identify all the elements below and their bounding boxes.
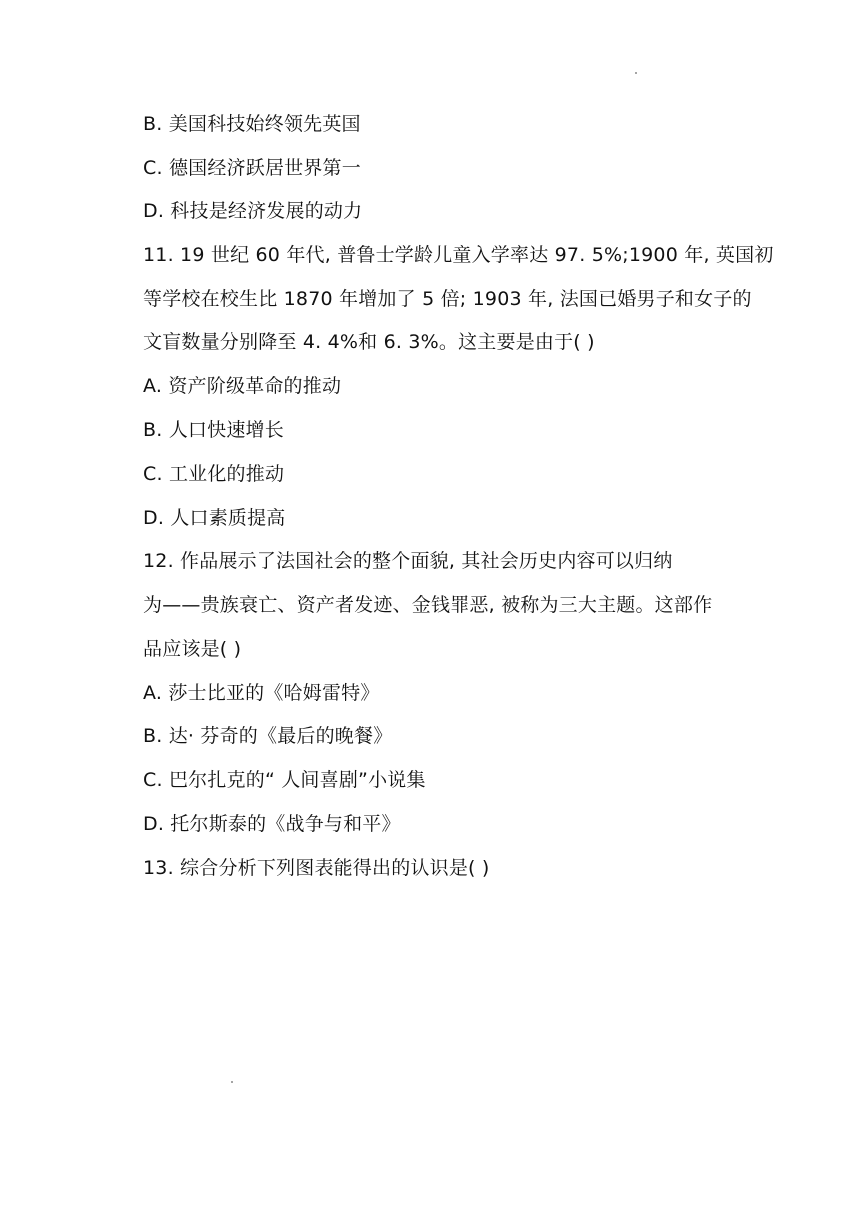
question-11-line-1: 11. 19 世纪 60 年代, 普鲁士学龄儿童入学率达 97. 5%;1900 年, 英国初 xyxy=(143,244,774,266)
question-12-line-2: 为——贵族衰亡、资产者发迹、金钱罪恶, 被称为三大主题。这部作 xyxy=(143,594,713,616)
option-d-q11: D. 人口素质提高 xyxy=(143,507,286,529)
option-c-q11: C. 工业化的推动 xyxy=(143,463,285,485)
option-a-q12: A. 莎士比亚的《哈姆雷特》 xyxy=(143,682,380,704)
option-a-q11: A. 资产阶级革命的推动 xyxy=(143,375,342,397)
option-c-q10: C. 德国经济跃居世界第一 xyxy=(143,157,361,179)
page-mark-dot xyxy=(635,72,637,74)
question-13: 13. 综合分析下列图表能得出的认识是( ) xyxy=(143,857,490,879)
option-b-q11: B. 人口快速增长 xyxy=(143,419,284,441)
option-c-q12: C. 巴尔扎克的“ 人间喜剧”小说集 xyxy=(143,769,426,791)
option-d-q10: D. 科技是经济发展的动力 xyxy=(143,200,363,222)
page-mark-dot xyxy=(231,1081,233,1083)
question-11-line-3: 文盲数量分别降至 4. 4%和 6. 3%。这主要是由于( ) xyxy=(143,331,595,353)
option-d-q12: D. 托尔斯泰的《战争与和平》 xyxy=(143,813,401,835)
question-12-line-3: 品应该是( ) xyxy=(143,638,242,660)
option-b-q10: B. 美国科技始终领先英国 xyxy=(143,113,361,135)
question-11-line-2: 等学校在校生比 1870 年增加了 5 倍; 1903 年, 法国已婚男子和女子的 xyxy=(143,288,752,310)
question-12-line-1: 12. 作品展示了法国社会的整个面貌, 其社会历史内容可以归纳 xyxy=(143,550,673,572)
option-b-q12: B. 达· 芬奇的《最后的晚餐》 xyxy=(143,725,393,747)
